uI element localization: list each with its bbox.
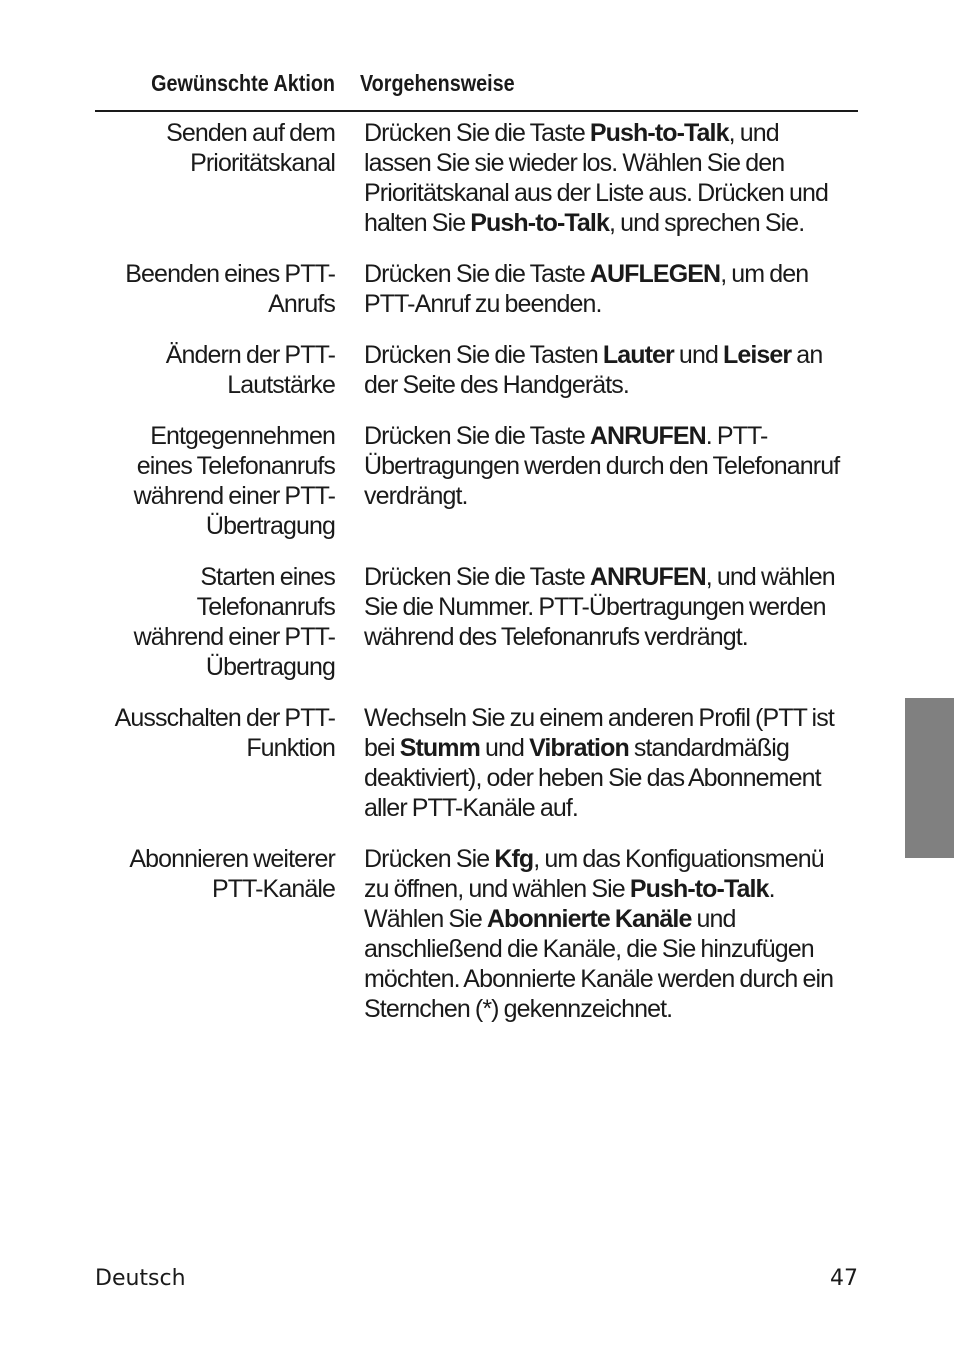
- procedure-key-name: Lauter: [602, 341, 674, 369]
- procedure-cell: [335, 703, 858, 823]
- procedure-text: standardmäßig deaktiviert), oder heben Sie das Abonnement aller PTT-Kanäle auf.: [364, 734, 821, 822]
- procedure-key-name: ANRUFEN: [589, 563, 706, 591]
- table-header: [95, 64, 858, 112]
- procedure-text: Drücken Sie die Taste: [364, 260, 590, 288]
- procedure-key-name: Push-to-Talk: [629, 875, 769, 903]
- table-row: [95, 340, 858, 400]
- procedure-text: Drücken Sie die Tasten: [364, 341, 603, 369]
- procedure-key-name: ANRUFEN: [589, 422, 706, 450]
- procedure-cell: [335, 340, 858, 400]
- procedure-text: Drücken Sie die Taste: [364, 422, 590, 450]
- procedure-text: . Wählen Sie: [364, 875, 775, 933]
- procedure-key-name: Vibration: [529, 734, 629, 762]
- procedure-text: und: [479, 734, 530, 762]
- procedure-text: Drücken Sie die Taste: [364, 563, 590, 591]
- procedure-text: und: [673, 341, 723, 369]
- action-cell: Senden auf dem Prioritätskanal: [166, 119, 335, 177]
- table-row: [95, 844, 858, 1024]
- procedure-key-name: Stumm: [399, 734, 480, 762]
- action-cell: Entgegennehmen eines Telefonanrufs während einer PTT- Übertragung: [133, 422, 335, 540]
- table-row: [95, 703, 858, 823]
- procedure-text: , und wählen Sie die Nummer. PTT-Übertragungen werden während des Telefonanrufs verdrängt.: [364, 563, 835, 651]
- procedure-key-name: Push-to-Talk: [589, 119, 729, 147]
- table-body: [95, 112, 858, 1024]
- procedure-key-name: AUFLEGEN: [589, 260, 721, 288]
- procedure-key-name: Push-to-Talk: [470, 209, 609, 237]
- procedure-text: , und sprechen Sie.: [609, 209, 805, 237]
- table-row: [95, 259, 858, 319]
- header-action: Gewünschte Aktion: [151, 70, 335, 96]
- ptt-actions-table: [95, 64, 858, 1045]
- procedure-text: , und lassen Sie sie wieder los. Wählen Sie den Prioritätskanal aus der Liste aus. Drücken und halten Sie: [364, 119, 828, 237]
- chapter-tab: [905, 698, 954, 858]
- footer-language: Deutsch: [95, 1266, 186, 1291]
- action-cell: Ändern der PTT- Lautstärke: [165, 341, 335, 399]
- page-number: 47: [830, 1266, 858, 1291]
- table-row: [95, 562, 858, 682]
- action-cell: Ausschalten der PTT- Funktion: [114, 704, 335, 762]
- header-procedure: Vorgehensweise: [359, 70, 515, 96]
- procedure-cell: [335, 844, 858, 1024]
- procedure-key-name: Kfg: [494, 845, 534, 873]
- procedure-key-name: Leiser: [723, 341, 792, 369]
- action-cell: Starten eines Telefonanrufs während einer PTT- Übertragung: [133, 563, 335, 681]
- procedure-text: an der Seite des Handgeräts.: [364, 341, 823, 399]
- procedure-text: . PTT- Übertragungen werden durch den Telefonanruf verdrängt.: [364, 422, 840, 510]
- procedure-text: und anschließend die Kanäle, die Sie hinzufügen möchten. Abonnierte Kanäle werden durch ein Sternchen (*) gekennzeichnet.: [364, 905, 834, 1023]
- procedure-text: Drücken Sie die Taste: [364, 119, 590, 147]
- procedure-text: , um den PTT-Anruf zu beenden.: [364, 260, 809, 318]
- procedure-cell: [335, 118, 858, 238]
- procedure-text: Drücken Sie: [364, 845, 495, 873]
- procedure-text: Wechseln Sie zu einem anderen Profil (PTT ist bei: [364, 704, 834, 762]
- table-row: [95, 118, 858, 238]
- procedure-text: , um das Konfiguationsmenü zu öffnen, und wählen Sie: [364, 845, 824, 903]
- action-cell: Abonnieren weiterer PTT-Kanäle: [129, 845, 335, 903]
- procedure-cell: [335, 421, 858, 541]
- procedure-key-name: Abonnierte Kanäle: [486, 905, 692, 933]
- table-row: [95, 421, 858, 541]
- procedure-cell: [335, 562, 858, 682]
- procedure-cell: [335, 259, 858, 319]
- action-cell: Beenden eines PTT- Anrufs: [125, 260, 335, 318]
